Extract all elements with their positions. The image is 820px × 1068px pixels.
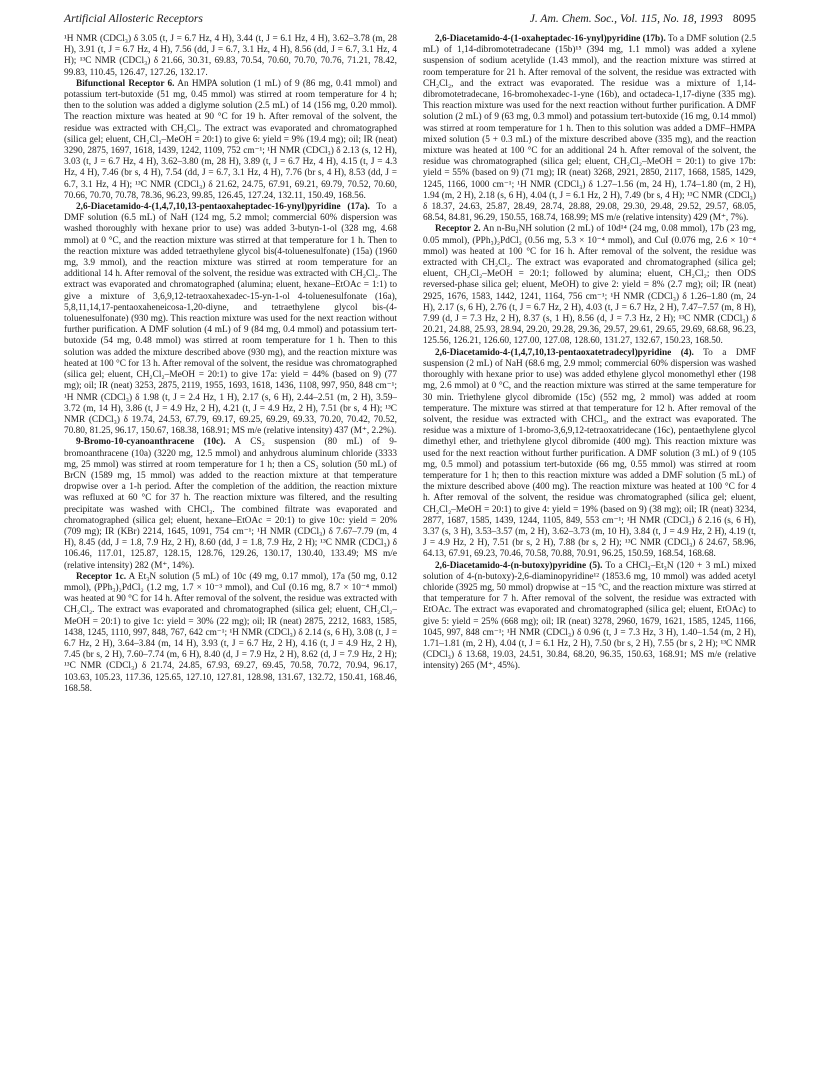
paragraph-heading: 2,6-Diacetamido-4-(n-butoxy)pyridine (5). (435, 560, 603, 571)
paragraph-heading: 2,6-Diacetamido-4-(1,4,7,10,13-pentaoxatetradecyl)pyridine (4). (435, 347, 694, 358)
paragraph (423, 224, 756, 347)
paragraph-text: An HMPA solution (1 mL) of 9 (86 mg, 0.41 mmol) and potassium tert-butoxide (51 mg, 0.45 mmol) was stirred at room temperature for 4 h; then to the solution was added a diglyme solution (2.5 mL) of 14 (156 mg, 0.20 mmol). The reaction mixture was heated at 90 °C for 19 h. After removal of the solvent, the residue was extracted with CH₂Cl₂. The extract was evaporated and chromatographed (silica gel; eluent, CH₂Cl₂–MeOH = 20:1) to give 6: yield = 9% (19.4 mg); oil; IR (neat) 3290, 2875, 1697, 1618, 1439, 1242, 1109, 752 cm⁻¹; ¹H NMR (CDCl₃) δ 2.13 (s, 12 H), 3.03 (t, J = 6.7 Hz, 4 H), 3.62–3.80 (m, 28 H), 3.89 (t, J = 6.7 Hz, 4 H), 4.15 (t, J = 4.3 Hz, 4 H), 7.46 (br s, 4 H), 7.54 (dd, J = 6.7, 3.1 Hz, 4 H), 7.76 (br s, 4 H), 8.53 (dd, J = 6.7, 3.1 Hz, 4 H); ¹³C NMR (CDCl₃) δ 21.62, 24.75, 67.91, 69.21, 69.79, 70.52, 70.60, 70.66, 70.70, 70.78, 78.36, 96.23, 99.85, 126.45, 127.24, 132.11, 150.49, 168.56. (64, 78, 397, 201)
paragraph-text: To a DMF solution (6.5 mL) of NaH (124 mg, 5.2 mmol; commercial 60% dispersion was washed thoroughly with hexane prior to use) was added 3-butyn-1-ol (328 mg, 4.68 mmol) at 0 °C, and the reaction mixture was stirred at that temperature for 1 h. Then to the reaction mixture was added tetraethylene glycol bis(4-toluenesulfonate) (15a) (1960 mg, 3.9 mmol), and the reaction mixture was stirred at room temperature for an additional 14 h. After removal of the solvent, the residue was extracted with CH₂Cl₂. The extract was evaporated and chromatographed (alumina; eluent, hexane–EtOAc = 1:1) to give a mixture of 3,6,9,12-tetraoxahexadec-15-yn-1-ol 4-toluenesulfonate (16a), 5,8,11,14,17-pentaoxaheneicosa-1,20-diyne, and tetraethylene glycol bis-(4-toluenesulfonate) (930 mg). This reaction mixture was used for the next reaction without further purification. A DMF solution (4 mL) of 9 (84 mg, 0.4 mmol) and potassium tert-butoxide (54 mg, 0.48 mmol) was stirred at room temperature for 1 h. Then to this solution was added the mixture described above (930 mg), and the reaction mixture was heated at 100 °C for 13 h. After removal of the solvent, the residue was chromatographed (silica gel; eluent, CH₂Cl₂–MeOH = 20:1) to give 17a: yield = 44% (based on 9) (77 mg); oil; IR (neat) 3253, 2875, 2119, 1955, 1693, 1618, 1436, 1108, 997, 950, 848 cm⁻¹; ¹H NMR (CDCl₃) δ 1.98 (t, J = 2.4 Hz, 1 H), 2.17 (s, 6 H), 2.44–2.51 (m, 2 H), 3.59–3.72 (m, 14 H), 3.86 (t, J = 4.9 Hz, 2 H), 4.21 (t, J = 4.9 Hz, 2 H), 7.51 (br s, 4 H); ¹³C NMR (CDCl₃) δ 19.74, 24.53, 67.79, 69.17, 69.25, 69.29, 69.33, 70.20, 70.42, 70.52, 70.80, 81.25, 96.17, 150.67, 168.38, 168.91; MS m/e (relative intensity) 437 (M⁺, 2.2%). (64, 202, 397, 437)
running-header (64, 12, 756, 30)
paragraph (64, 572, 397, 695)
paragraph (64, 79, 397, 202)
journal-name: J. Am. Chem. Soc., Vol. 115, No. 18, 1993 (529, 12, 723, 25)
paragraph-heading: Receptor 1c. (76, 571, 127, 582)
paragraph-heading: 2,6-Diacetamido-4-(1,4,7,10,13-pentaoxaheptadec-16-ynyl)pyridine (17a). (76, 202, 370, 213)
paragraph (64, 202, 397, 437)
paragraph-text: To a CHCl₃–Et₃N (120 + 3 mL) mixed solution of 4-(n-butoxy)-2,6-diaminopyridine¹² (1853.6 mg, 10 mmol) was added acetyl chloride (3925 mg, 50 mmol) dropwise at −15 °C, and the reaction mixture was stirred at that temperature for 7 h. After removal of the solvent, the residue was extracted with EtOAc. The extract was evaporated and chromatographed (silica gel; eluent, EtOAc) to give 5: yield = 25% (668 mg); oil; IR (neat) 3278, 2960, 1679, 1621, 1585, 1245, 1166, 1045, 997, 848 cm⁻¹; ¹H NMR (CDCl₃) δ 0.96 (t, J = 7.3 Hz, 3 H), 1.40–1.54 (m, 2 H), 1.71–1.81 (m, 2 H), 4.04 (t, J = 6.1 Hz, 2 H), 7.50 (br s, 2 H), 7.55 (br s, 2 H); ¹³C NMR (CDCl₃) δ 13.68, 19.03, 24.51, 30.84, 68.20, 96.35, 150.63, 168.91; MS m/e (relative intensity) 265 (M⁺, 45%). (423, 560, 756, 672)
running-title: Artificial Allosteric Receptors (64, 12, 203, 25)
paragraph-heading: Bifunctional Receptor 6. (76, 78, 175, 89)
paragraph-text: To a DMF solution (2.5 mL) of 1,14-dibromotetradecane (15b)¹⁵ (394 mg, 1.1 mmol) was added a xylene suspension of sodium acetylide (1.43 mmol), and the reaction mixture was stirred at room temperature for 21 h. After removal of the solvent, the residue was extracted with CH₂Cl₂, and the extract was evaporated. The residue was a mixture of 1,14-dibromotetradecane, 16-bromohexadec-1-yne (16b), and octadeca-1,17-diyne (335 mg). This reaction mixture was used for the next reaction without further purification. A DMF solution (2 mL) of 9 (63 mg, 0.3 mmol) and potassium tert-butoxide (16 mg, 0.14 mmol) was stirred at room temperature for 1 h. Then to this solution was added a DMF–HMPA mixed solution (5 + 0.3 mL) of the mixture described above (335 mg), and the reaction mixture was heated at 100 °C for an additional 24 h. After removal of the solvent, the residue was chromatographed (silica gel; eluent, CH₂Cl₂–MeOH = 20:1) to give 17b: yield = 55% (based on 9) (71 mg); IR (neat) 3268, 2921, 2850, 2117, 1668, 1585, 1429, 1245, 1166, 1000 cm⁻¹; ¹H NMR (CDCl₃) δ 1.27–1.56 (m, 24 H), 1.74–1.80 (m, 2 H), 1.94 (m, 2 H), 2.18 (s, 6 H), 4.04 (t, J = 6.1 Hz, 2 H), 7.49 (br s, 4 H); ¹³C NMR (CDCl₃) δ 18.37, 24.63, 25.87, 28.49, 28.74, 28.88, 29.08, 29.30, 29.48, 29.52, 29.57, 68.05, 68.54, 84.81, 96.29, 150.55, 168.74, 168.99; MS m/e (relative intensity) 429 (M⁺, 7%). (423, 34, 756, 224)
paragraph-heading: Receptor 2. (435, 224, 481, 235)
paragraph (64, 437, 397, 571)
right-column (423, 34, 756, 1054)
left-column (64, 34, 397, 1054)
paragraph-text: A CS₂ suspension (80 mL) of 9-bromoanthracene (10a) (3220 mg, 12.5 mmol) and anhydrous aluminum chloride (3333 mg, 25 mmol) was stirred at room temperature for 1 h; then a CS₂ solution (50 mL) of BrCN (1589 mg, 15 mmol) was added to the reaction mixture at that temperature dropwise over a 1-h period. After the completion of the addition, the reaction mixture was refluxed at 60 °C for 37 h. The reaction mixture was filtered, and the resulting precipitate was washed with CHCl₃. The combined filtrate was evaporated and chromatographed (silica gel; eluent, hexane–EtOAc = 20:1) to give 10c: yield = 20% (709 mg); IR (KBr) 2214, 1645, 1091, 754 cm⁻¹; ¹H NMR (CDCl₃) δ 7.67–7.79 (m, 4 H), 8.45 (dd, J = 1.8, 7.9 Hz, 2 H), 8.60 (dd, J = 1.8, 7.9 Hz, 2 H); ¹³C NMR (CDCl₃) δ 106.46, 117.01, 125.87, 128.15, 128.76, 129.26, 130.17, 130.40, 133.49; MS m/e (relative intensity) 282 (M⁺, 14%). (64, 437, 397, 571)
journal-citation (530, 12, 756, 25)
paragraph (423, 561, 756, 673)
paragraph (64, 34, 397, 79)
paragraph (423, 34, 756, 224)
paragraph (423, 348, 756, 561)
paragraph-text: An n-Bu₂NH solution (2 mL) of 10d¹⁴ (24 mg, 0.08 mmol), 17b (23 mg, 0.05 mmol), (PPh₃)₂PdCl₂ (0.56 mg, 5.3 × 10⁻⁴ mmol), and CuI (0.076 mg, 2.6 × 10⁻⁴ mmol) was heated at 100 °C for 16 h. After removal of the solvent, the residue was extracted with CH₂Cl₂. The extract was evaporated and chromatographed (silica gel; eluent, CH₂Cl₂–MeOH = 20:1; followed by alumina; eluent, CH₂Cl₂; then ODS reversed-phase silica gel; eluent, MeOH) to give 2: yield = 8% (2.7 mg); oil; IR (neat) 2925, 1676, 1583, 1442, 1241, 1164, 756 cm⁻¹; ¹H NMR (CDCl₃) δ 1.26–1.80 (m, 24 H), 2.17 (s, 6 H), 2.76 (t, J = 6.7 Hz, 2 H), 4.03 (t, J = 6.7 Hz, 2 H), 7.47–7.57 (m, 8 H), 7.99 (d, J = 7.3 Hz, 2 H), 8.37 (s, 1 H), 8.56 (d, J = 7.3 Hz, 2 H); ¹³C NMR (CDCl₃) δ 20.21, 24.88, 25.93, 28.94, 29.20, 29.28, 29.36, 29.57, 29.61, 29.65, 29.69, 68.68, 96.23, 125.56, 126.21, 126.60, 127.00, 127.08, 128.60, 131.27, 132.67, 150.23, 168.50. (423, 224, 756, 347)
paragraph-heading: 2,6-Diacetamido-4-(1-oxaheptadec-16-ynyl)pyridine (17b). (435, 34, 666, 44)
paragraph-heading: 9-Bromo-10-cyanoanthracene (10c). (76, 437, 226, 448)
paragraph-text: To a DMF suspension (2 mL) of NaH (68.6 mg, 2.9 mmol; commercial 60% dispersion was washed thoroughly with hexane prior to use) was added ethylene glycol monomethyl ether (198 mg, 2.6 mmol) at 0 °C, and the reaction mixture was stirred at the same temperature for 30 min. Triethylene glycol dibromide (15c) (552 mg, 2 mmol) was added at room temperature. The mixture was stirred at that temperature for 12 h. After removal of the solvent, the residue was extracted with CHCl₃, and the extract was evaporated. The residue was a mixture of 1-bromo-3,6,9,12-tetraoxatridecane (16c), pentaethylene glycol dimethyl ether, and triethylene glycol dibromide (400 mg). This reaction mixture was used for the next reaction without further purification. A DMF solution (3 mL) of 9 (105 mg, 0.5 mmol) and potassium tert-butoxide (66 mg, 0.55 mmol) was stirred at room temperature for 1 h; then to this reaction mixture was added a DMF solution (5 mL) of the mixture described above (400 mg). The reaction mixture was heated at 100 °C for 4 h. After removal of the solvent, the residue was chromatographed (silica gel; eluent, CH₂Cl₂–MeOH = 20:1) to give 4: yield = 19% (based on 9) (38 mg); oil; IR (neat) 3234, 2877, 1687, 1585, 1439, 1244, 1105, 849, 553 cm⁻¹; ¹H NMR (CDCl₃) δ 2.16 (s, 6 H), 3.37 (s, 3 H), 3.53–3.57 (m, 2 H), 3.62–3.73 (m, 10 H), 3.84 (t, J = 4.9 Hz, 2 H), 4.19 (t, J = 4.9 Hz, 2 H), 7.51 (br s, 2 H), 7.88 (br s, 2 H); ¹³C NMR (CDCl₃) δ 24.67, 58.96, 64.13, 67.91, 69.23, 70.46, 70.58, 70.88, 70.91, 96.25, 150.59, 168.54, 168.68. (423, 347, 756, 560)
page-number: 8095 (732, 12, 756, 25)
paragraph-text: A Et₃N solution (5 mL) of 10c (49 mg, 0.17 mmol), 17a (50 mg, 0.12 mmol), (PPh₃)₂PdCl₂ (1.2 mg, 1.7 × 10⁻³ mmol), and CuI (0.16 mg, 8.7 × 10⁻⁴ mmol) was heated at 90 °C for 14 h. After removal of the solvent, the residue was extracted with CH₂Cl₂. The extract was evaporated and chromatographed (silica gel; eluent, CH₂Cl₂–MeOH = 20:1) to give 1c: yield = 30% (22 mg); oil; IR (neat) 2875, 2212, 1683, 1585, 1438, 1245, 1110, 997, 848, 767, 642 cm⁻¹; ¹H NMR (CDCl₃) δ 2.14 (s, 6 H), 3.08 (t, J = 6.7 Hz, 2 H), 3.64–3.84 (m, 14 H), 3.93 (t, J = 6.7 Hz, 2 H), 4.16 (t, J = 4.9 Hz, 2 H), 7.45 (br s, 2 H), 7.60–7.74 (m, 6 H), 8.40 (d, J = 7.9 Hz, 2 H), 8.62 (d, J = 7.9 Hz, 2 H); ¹³C NMR (CDCl₃) δ 21.74, 24.85, 67.93, 69.27, 69.45, 70.58, 70.72, 70.94, 96.17, 103.63, 105.23, 117.36, 125.65, 127.10, 127.81, 128.98, 131.67, 132.72, 150.41, 168.46, 168.58. (64, 571, 397, 694)
paragraph-text: ¹H NMR (CDCl₃) δ 3.05 (t, J = 6.7 Hz, 4 H), 3.44 (t, J = 6.1 Hz, 4 H), 3.62–3.78 (m, 28 H), 3.91 (t, J = 6.7 Hz, 4 H), 7.56 (dd, J = 6.7, 3.1 Hz, 4 H), 8.56 (dd, J = 6.7, 3.1 Hz, 4 H); ¹³C NMR (CDCl₃) δ 21.66, 30.31, 69.83, 70.54, 70.60, 70.70, 70.76, 71.21, 78.42, 99.83, 110.45, 126.47, 127.26, 132.17. (64, 34, 397, 78)
